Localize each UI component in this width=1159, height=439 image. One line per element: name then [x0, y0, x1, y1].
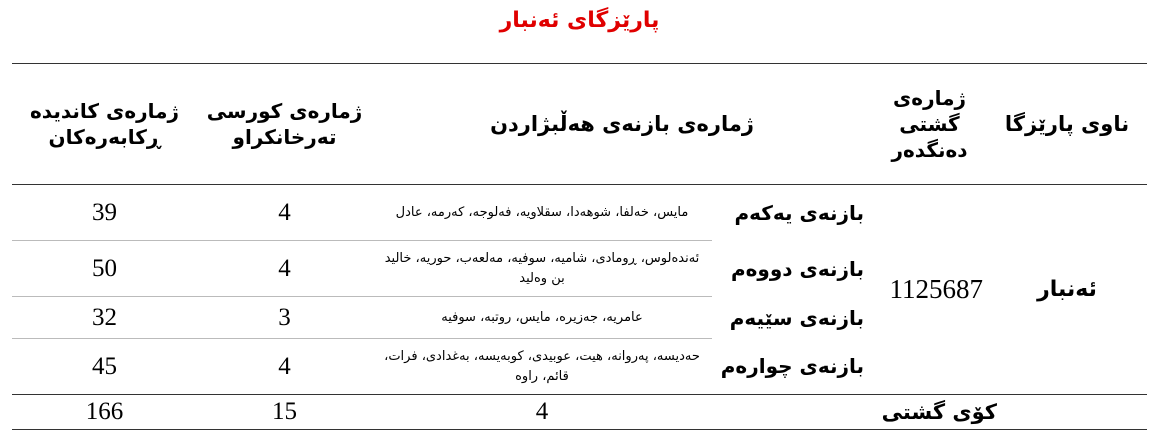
header-row: [12, 64, 1147, 185]
zone-seats: 4: [197, 241, 372, 297]
zone-seats: 4: [197, 339, 372, 395]
zone-areas: حەدیسە، پەروانە، هیت، عوبیدی، کوبەیسە، بەغدادی، فرات، قائم، راوە: [372, 339, 712, 395]
total-seats: 15: [197, 395, 372, 430]
header-province-name: ناوی پارێزگا: [987, 64, 1147, 185]
header-total-voters: ژمارەی گشتی دەنگدەر: [872, 64, 987, 185]
total-label: کۆی گشتی: [712, 395, 1147, 430]
zone-seats: 3: [197, 297, 372, 339]
zone-label: بازنەی سێیەم: [729, 305, 864, 330]
zone-label: بازنەی چوارەم: [712, 339, 872, 395]
table-row-total: [12, 395, 1147, 430]
zone-areas: عامریە، جەزیرە، مایس، روتبە، سوفیە: [372, 297, 712, 339]
zone-candidates: 32: [12, 297, 197, 339]
header-zone-number: ژمارەی بازنەی هەڵبژاردن: [372, 64, 872, 185]
header-seats: ژمارەی کورسی تەرخانکراو: [197, 64, 372, 185]
zone-areas: ئەندەلوس، ڕومادی، شامیە، سوفیە، مەلعەب، حوریە، خالید بن وەلید: [372, 241, 712, 297]
zone-label: بازنەی یەکەم: [734, 200, 864, 225]
zone-candidates: 50: [12, 241, 197, 297]
total-zones: 4: [372, 395, 712, 430]
province-total-voters: 1125687: [872, 185, 987, 395]
province-name: ئەنبار: [987, 185, 1147, 395]
zone-candidates: 45: [12, 339, 197, 395]
zone-label: بازنەی دووەم: [730, 256, 864, 281]
zone-seats: 4: [197, 185, 372, 241]
total-candidates: 166: [12, 395, 197, 430]
zone-candidates: 39: [12, 185, 197, 241]
table-row-zone-1: [12, 185, 1147, 241]
header-candidates: ژمارەی کاندیدە ڕکابەرەکان: [12, 64, 197, 185]
zone-areas: مایس، خەلفا، شوهەدا، سقلاویە، فەلوجە، کەرمە، عادل: [372, 185, 712, 241]
page-title: پارێزگای ئەنبار: [499, 8, 660, 33]
province-table: [12, 63, 1147, 430]
